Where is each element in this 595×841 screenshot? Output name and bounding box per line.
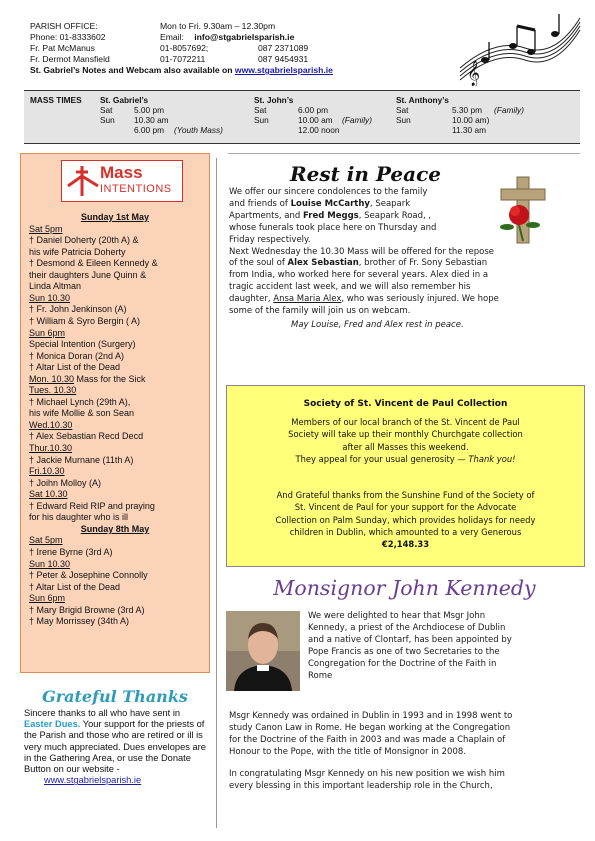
svp-line: St. Vincent de Paul for your support for the Advocate [294, 502, 517, 513]
monsignor-line: Kennedy, a priest of the Archdiocese of Dublin [308, 622, 506, 633]
intentions-mass-time: Sat 10.30 [29, 489, 68, 500]
church-name: St. John’s [254, 95, 294, 105]
parish-header [30, 21, 450, 83]
monsignor-line: for the Doctrine of the Faith in 2003 and was made a Chaplain of [229, 734, 506, 745]
monsignor-paragraph-2 [229, 711, 585, 759]
intentions-entry: † May Morrissey (34th A) [29, 616, 130, 627]
intentions-entry: † Mary Brigid Browne (3rd A) [29, 604, 145, 615]
rip-line: whose funerals took place here on Thursday and [229, 222, 437, 233]
grateful-thanks-body [24, 708, 210, 786]
intentions-mass-time: Mon. 10.30 Mass for the Sick [29, 373, 146, 384]
grateful-thanks-title: Grateful Thanks [42, 687, 188, 706]
website-link[interactable]: www.stgabrielsparish.ie [234, 65, 333, 75]
svp-line: Society will take up their monthly Churchgate collection [288, 429, 523, 440]
mass-intentions-panel [20, 153, 210, 673]
mass-times-box [24, 90, 580, 144]
intentions-entry: his wife Patricia Doherty [29, 246, 126, 257]
intentions-entry: † Michael Lynch (29th A), [29, 396, 131, 407]
mass-day: Sun [254, 115, 269, 125]
email-address[interactable]: info@stgabrielsparish.ie [194, 32, 295, 42]
email-label: Email: [160, 32, 184, 42]
svp-line: after all Masses this weekend. [342, 441, 469, 452]
svp-line: And Grateful thanks from the Sunshine Fund of the Society of [276, 490, 535, 500]
mass-intentions-logo [61, 160, 183, 202]
section-divider [228, 153, 580, 154]
mass-day: Sun [396, 115, 411, 125]
svg-text:𝄞: 𝄞 [467, 61, 481, 86]
intentions-entry: † Edward Reid RIP and praying [29, 500, 155, 511]
monsignor-line: study Canon Law in Rome. He began working at the Congregation [229, 722, 511, 733]
mass-time: 11.30 am [452, 125, 486, 135]
rip-line: tragic accident last week, and we will also remember his [229, 282, 471, 293]
intentions-mass-time: Sat 5pm [29, 535, 63, 546]
monsignor-line: In congratulating Msgr Kennedy on his new position we wish him [229, 769, 505, 779]
intentions-entry: † William & Syro Bergin ( A) [29, 315, 141, 326]
intentions-mass-time: Sun 6pm [29, 593, 66, 604]
intentions-entry: † Altar List of the Dead [29, 581, 121, 592]
mass-time: 5.00 pm [134, 105, 164, 115]
priest-2-mobile: 087 9454931 [258, 54, 309, 64]
monsignor-line: Congregation for the Doctrine of the Faith in [308, 658, 497, 669]
mass-time: 10.00 am [298, 115, 333, 125]
intentions-entry: his wife Mollie & son Sean [29, 408, 135, 419]
monsignor-line: Rome [308, 670, 333, 681]
intentions-mass-time: Sun 10.30 [29, 558, 71, 569]
intentions-entry: for his daughter who is ill [29, 512, 129, 523]
logo-intentions-text: INTENTIONS [100, 183, 172, 195]
mass-time: 10.00 am) [452, 115, 490, 125]
rip-line: and friends of Louise McCarthy, Seapark [229, 198, 411, 209]
rip-line: some of the family will join us on webcam. [229, 306, 411, 317]
monsignor-intro [308, 611, 584, 682]
priest-2-name: Fr. Dermot Mansfield [30, 54, 110, 64]
priest-1-mobile: 087 2371089 [258, 43, 309, 53]
svp-paragraph-1 [227, 416, 584, 465]
rip-line: We offer our sincere condolences to the family [229, 187, 428, 197]
grateful-text: Sincere thanks to all who have sent in [24, 708, 181, 718]
intentions-list [21, 212, 209, 662]
intentions-entry: their daughters June Quinn & [29, 269, 147, 280]
svp-line: children in Dublin, which amounted to a very Generous [289, 526, 522, 537]
intentions-mass-time: Fri.10.30 [29, 466, 65, 477]
intentions-entry: † Alex Sebastian Recd Decd [29, 431, 144, 442]
church-name: St. Gabriel’s [100, 95, 149, 105]
intentions-week-heading: Sunday 8th May [80, 523, 150, 534]
rip-line: daughter, Ansa Maria Alex, who was seriously injured. We hope [229, 294, 499, 305]
mass-times-label: MASS TIMES [30, 95, 82, 105]
mass-time: 6.00 pm [298, 105, 328, 115]
webcam-notice: St. Gabriel’s Notes and Webcam also available on [30, 65, 233, 75]
monsignor-line: Honour to the Pope, with the title of Monsignor in 2008. [229, 746, 466, 757]
monsignor-line: and a native of Clontarf, has been appointed by [308, 634, 512, 645]
intentions-entry: † Joihn Molloy (A) [29, 477, 102, 488]
grateful-text: Your support for the priests of the Parish and those who are retired or ill is very much appreciated. Dues envelopes are in the Gathering Area, or use the Donate Button on our website - [24, 719, 206, 775]
svp-amount: €2,148.33 [381, 539, 430, 549]
mass-note: (Youth Mass) [174, 125, 223, 135]
rip-line: Apartments, and Fred Meggs, Seapark Road, , [229, 210, 432, 221]
rip-line: May Louise, Fred and Alex rest in peace. [291, 319, 464, 330]
rip-line: of the soul of Alex Sebastian, brother of Fr. Sony Sebastian [229, 258, 488, 269]
office-hours: Mon to Fri. 9.30am – 12.30pm [160, 21, 276, 31]
monsignor-title: Monsignor John Kennedy [273, 576, 536, 600]
intentions-mass-time: Sun 6pm [29, 327, 66, 338]
intentions-mass-time: Sun 10.30 [29, 292, 71, 303]
priest-1-name: Fr. Pat McManus [30, 43, 95, 53]
monsignor-line: We were delighted to hear that Msgr John [308, 611, 486, 621]
music-notes-icon [455, 8, 585, 86]
intentions-entry: † Fr. John Jenkinson (A) [29, 304, 127, 315]
phone-label: Phone: 01-8333602 [30, 32, 106, 42]
intentions-entry: † Desmond & Eileen Kennedy & [29, 258, 158, 269]
office-label: PARISH OFFICE: [30, 21, 98, 31]
intentions-entry: † Jackie Murnane (11th A) [29, 454, 134, 465]
monsignor-photo [226, 611, 300, 691]
mass-time: 5.30 pm [452, 105, 482, 115]
svp-title: Society of St. Vincent de Paul Collection [303, 399, 508, 409]
rip-line: Next Wednesday the 10.30 Mass will be offered for the repose [229, 246, 495, 257]
logo-mass-text: Mass [100, 163, 143, 182]
mass-day: Sat [396, 105, 409, 115]
intentions-week-heading: Sunday 1st May [80, 212, 150, 222]
svp-collection-box [226, 385, 585, 567]
church-roof-icon [66, 164, 100, 198]
intentions-entry: † Irene Byrne (3rd A) [29, 546, 113, 557]
monsignor-paragraph-3 [229, 769, 585, 793]
svp-paragraph-2 [227, 489, 584, 538]
intentions-entry: Special Intention (Surgery) [29, 339, 136, 350]
column-divider [216, 158, 217, 828]
mass-note: (Family) [494, 105, 524, 115]
intentions-mass-time: Thur.10.30 [29, 443, 73, 453]
intentions-mass-time: Tues. 10.30 [29, 385, 77, 396]
svp-line: They appeal for your usual generosity — Thank you! [295, 453, 516, 464]
easter-dues-highlight: Easter Dues. [24, 719, 81, 730]
rip-line: Friday respectively. [229, 234, 311, 245]
intentions-mass-time: Wed.10.30 [29, 419, 73, 430]
rip-body [229, 187, 529, 332]
monsignor-line: Msgr Kennedy was ordained in Dublin in 1993 and in 1998 went to [229, 711, 513, 721]
svp-line: Members of our local branch of the St. Vincent de Paul [291, 417, 520, 427]
intentions-entry: † Peter & Josephine Connolly [29, 570, 148, 581]
priest-2-phone: 01-7072211 [160, 54, 206, 64]
intentions-entry: Linda Altman [29, 281, 82, 292]
intentions-mass-time: Sat 5pm [29, 223, 63, 234]
mass-time: 6.00 pm [134, 125, 164, 135]
priest-1-phone: 01-8057692; [160, 43, 209, 53]
intentions-entry: † Daniel Doherty (20th A) & [29, 235, 139, 246]
mass-day: Sun [100, 115, 115, 125]
church-name: St. Anthony’s [396, 95, 449, 105]
mass-day: Sat [254, 105, 267, 115]
website-link[interactable]: www.stgabrielsparish.ie [44, 775, 142, 786]
mass-day: Sat [100, 105, 113, 115]
intentions-entry: † Monica Doran (2nd A) [29, 350, 125, 361]
monsignor-line: Pope Francis as one of two Secretaries to the [308, 646, 500, 657]
rip-title: Rest in Peace [290, 162, 441, 186]
rip-line: from India, who worked here for several years. Alex died in a [229, 270, 489, 281]
mass-note: (Family) [342, 115, 372, 125]
intentions-entry: † Altar List of the Dead [29, 362, 121, 373]
mass-time: 12.00 noon [298, 125, 340, 135]
svp-line: Collection on Palm Sunday, which provides holidays for needy [275, 514, 536, 525]
mass-time: 10.30 am [134, 115, 169, 125]
monsignor-line: every blessing in this important leadership role in the Church, [229, 780, 493, 791]
